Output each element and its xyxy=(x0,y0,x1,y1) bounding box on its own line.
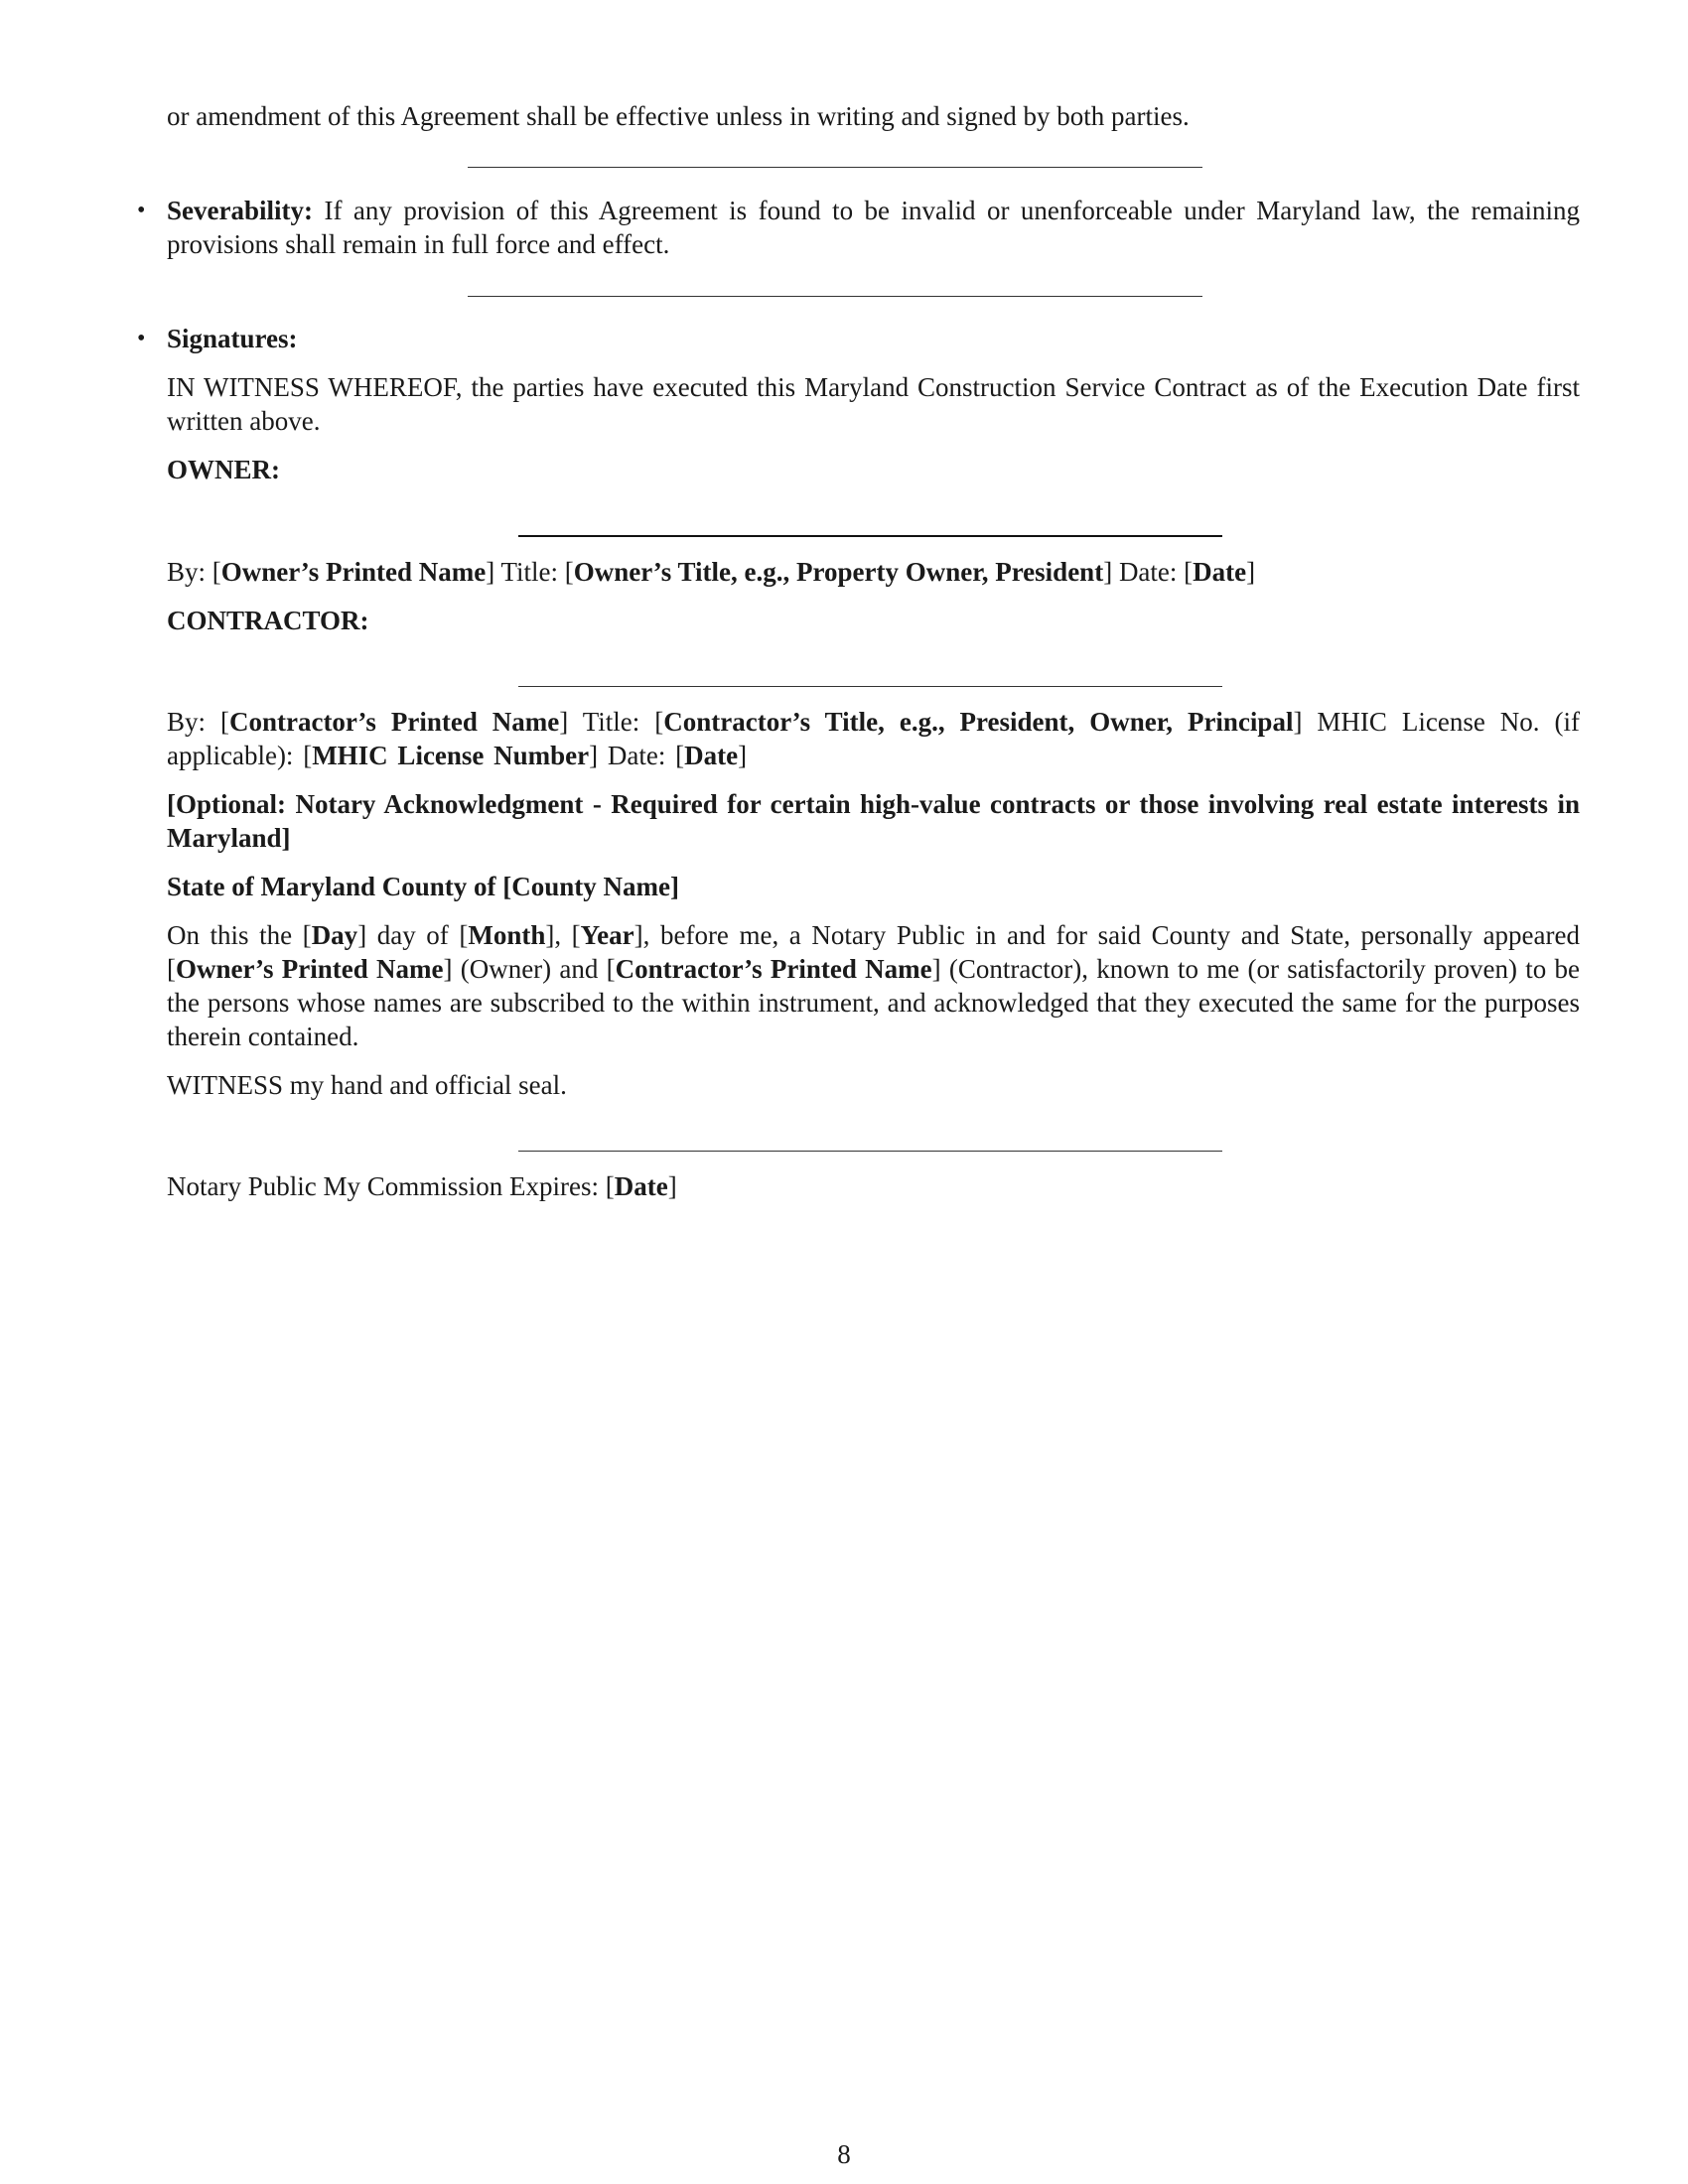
section-divider xyxy=(468,296,1202,297)
severability-item xyxy=(137,194,1580,261)
notary-acknowledgment-paragraph: On this the [Day] day of [Month], [Year], before me, a Notary Public in and for said County and State, personally appeared [Owner’s Printed Name] (Owner) and [Contractor’s Printed Name] (Contractor), known to me (or satisfactorily proven) to be the persons whose names are subscribed to the within instrument, and acknowledged that they executed the same for the purposes therein contained. xyxy=(167,920,1580,1051)
year-placeholder: Year xyxy=(580,920,634,950)
contractor-name-placeholder: Contractor’s Printed Name xyxy=(228,707,560,737)
section-divider xyxy=(468,167,1202,168)
bullet-icon: • xyxy=(137,198,146,223)
bullet-icon: • xyxy=(137,326,146,351)
contractor-date-placeholder: Date xyxy=(684,741,739,770)
owner-signature-line[interactable] xyxy=(518,535,1222,537)
severability-text: If any provision of this Agreement is found to be invalid or unenforceable under Maryland law, the remaining provisions shall remain in full force and effect. xyxy=(167,196,1580,259)
contractor-signature-line[interactable] xyxy=(518,686,1222,687)
severability-label: Severability: xyxy=(167,196,313,225)
contractor-name-placeholder: Contractor’s Printed Name xyxy=(615,954,932,984)
contractor-license-placeholder: MHIC License Number xyxy=(312,741,590,770)
witness-text: IN WITNESS WHEREOF, the parties have executed this Maryland Construction Service Contract as of the Execution Date first written above. xyxy=(167,372,1580,436)
owner-name-placeholder: Owner’s Printed Name xyxy=(176,954,444,984)
contractor-title-placeholder: Contractor’s Title, e.g., President, Owner, Principal xyxy=(663,707,1294,737)
page-number: 8 xyxy=(837,2139,851,2169)
owner-heading: OWNER: xyxy=(167,455,280,484)
notary-signature-line[interactable] xyxy=(518,1151,1222,1152)
owner-date-placeholder: Date xyxy=(1193,557,1247,587)
document-page xyxy=(137,99,1580,1203)
expires-date-placeholder: Date xyxy=(614,1171,668,1201)
contractor-heading: CONTRACTOR: xyxy=(167,606,369,635)
notary-optional-heading: [Optional: Notary Acknowledgment - Required for certain high-value contracts or those involving real estate interests in Maryland] xyxy=(167,789,1580,853)
contractor-signature-details: By: [Contractor’s Printed Name] Title: [Contractor’s Title, e.g., President, Owner, Principal] MHIC License No. (if applicable): [MHIC License Number] Date: [Date] xyxy=(167,707,1580,770)
owner-title-placeholder: Owner’s Title, e.g., Property Owner, President xyxy=(573,557,1104,587)
signatures-item xyxy=(137,322,1580,1203)
continuation-text: or amendment of this Agreement shall be effective unless in writing and signed by both parties. xyxy=(167,101,1190,131)
notary-commission-line: Notary Public My Commission Expires: [Date] xyxy=(167,1171,677,1201)
county-placeholder: County Name xyxy=(511,872,670,901)
severability-paragraph xyxy=(167,194,1580,261)
witness-seal-text: WITNESS my hand and official seal. xyxy=(167,1070,567,1100)
notary-state-line: State of Maryland County of [County Name] xyxy=(167,872,679,901)
signatures-label: Signatures: xyxy=(167,324,298,353)
owner-signature-details: By: [Owner’s Printed Name] Title: [Owner’s Title, e.g., Property Owner, President] Date: [Date] xyxy=(167,557,1256,587)
month-placeholder: Month xyxy=(468,920,546,950)
day-placeholder: Day xyxy=(311,920,358,950)
owner-name-placeholder: Owner’s Printed Name xyxy=(220,557,487,587)
